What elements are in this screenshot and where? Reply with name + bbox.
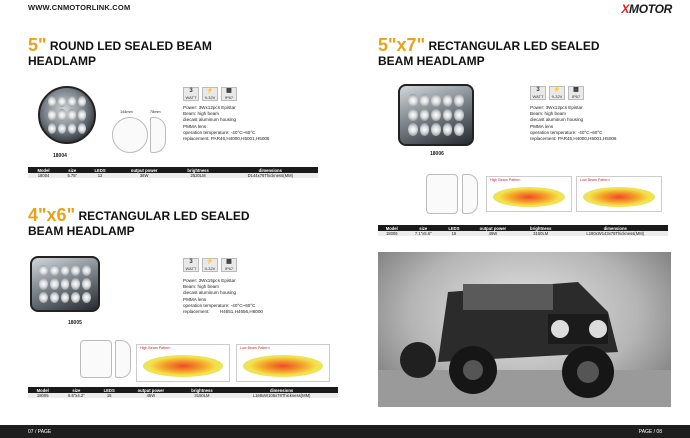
- spec-table: Model size LEDS output power brightness dimensions 18004 5.75" 12 36W 2520LM D144x78Thickness(MM): [28, 167, 318, 178]
- dimension-label: 144mm: [120, 110, 133, 114]
- brand-logo: XMOTOR: [621, 2, 672, 16]
- voltage-badge: ⚡ 9-32V: [202, 258, 218, 272]
- watt-badge: 3 WATT: [183, 87, 199, 101]
- section-title-5x7: 5"x7" RECTANGULAR LED SEALED BEAM HEADLAMP: [378, 35, 600, 68]
- ip-badge: ▦ IP67: [221, 258, 237, 272]
- jeep-illustration: [378, 252, 671, 407]
- high-beam-pattern-chart: High Beam Pattern: [486, 176, 572, 212]
- product-image-18006: [398, 84, 474, 146]
- footer-bar: [0, 425, 690, 438]
- product-image-18004: [38, 86, 96, 144]
- product-code: 18006: [430, 151, 444, 157]
- side-dimension-drawing: [462, 174, 478, 214]
- voltage-badge: ⚡ 9-32V: [202, 87, 218, 101]
- spec-table: Model size LEDS output power brightness dimensions 18006 7.1"x5.6" 15 45W 3150LM L180xW143x78Thickness(MM): [378, 225, 668, 236]
- dimension-label: 78mm: [150, 110, 161, 114]
- feature-badges: [183, 87, 237, 101]
- watt-badge: 3 WATT: [183, 258, 199, 272]
- front-dimension-drawing: [426, 174, 458, 214]
- ip-badge: ▦ IP67: [568, 86, 584, 100]
- spec-text: Power: 3Wx12pcs Epistar Beam: high beam diecast aluminum housing PMMA lens operation temperature: -40°C~60°C replacement: PAR46,H4000,H5001,H5006: [530, 105, 617, 142]
- page-number-right: PAGE / 08: [638, 429, 662, 435]
- high-beam-pattern-chart: High Beam Pattern: [136, 344, 230, 382]
- feature-badges: [530, 86, 584, 100]
- section-title-round: 5" ROUND LED SEALED BEAM HEADLAMP: [28, 35, 212, 68]
- spec-text: Power: 3Wx15pcs Epistar Beam: high beam diecast aluminum housing PMMA lens operation temperature: -40°C~60°C replacement: H4651,H4656,H6000: [183, 278, 263, 315]
- product-code: 18004: [53, 153, 67, 159]
- watt-badge: 3 WATT: [530, 86, 546, 100]
- side-dimension-drawing: [150, 117, 166, 153]
- page-number-left: 07 / PAGE: [28, 429, 52, 435]
- product-code: 18005: [68, 320, 82, 326]
- front-dimension-drawing: [112, 117, 148, 153]
- ip-badge: ▦ IP67: [221, 87, 237, 101]
- low-beam-pattern-chart: Low Beam Pattern: [236, 344, 330, 382]
- side-dimension-drawing: [115, 340, 131, 378]
- spec-text: Power: 3Wx12pcs Epistar Beam: high beam diecast aluminum housing PMMA lens operation temperature: -40°C~60°C replacement: PAR46,H4000,H5001,H5006: [183, 105, 270, 142]
- website-url: WWW.CNMOTORLINK.COM: [28, 3, 131, 12]
- section-title-4x6: 4"x6" RECTANGULAR LED SEALED BEAM HEADLAMP: [28, 205, 250, 238]
- product-image-18005: [30, 256, 100, 312]
- spec-table: Model size LEDS output power brightness dimensions 18005 6.6"x4.2" 15 45W 3150LM L168xW106x78Thickness(MM): [28, 387, 338, 398]
- low-beam-pattern-chart: Low Beam Pattern: [576, 176, 662, 212]
- voltage-badge: ⚡ 9-32V: [549, 86, 565, 100]
- front-dimension-drawing: [80, 340, 112, 378]
- feature-badges: [183, 258, 237, 272]
- jeep-photo: [378, 252, 671, 407]
